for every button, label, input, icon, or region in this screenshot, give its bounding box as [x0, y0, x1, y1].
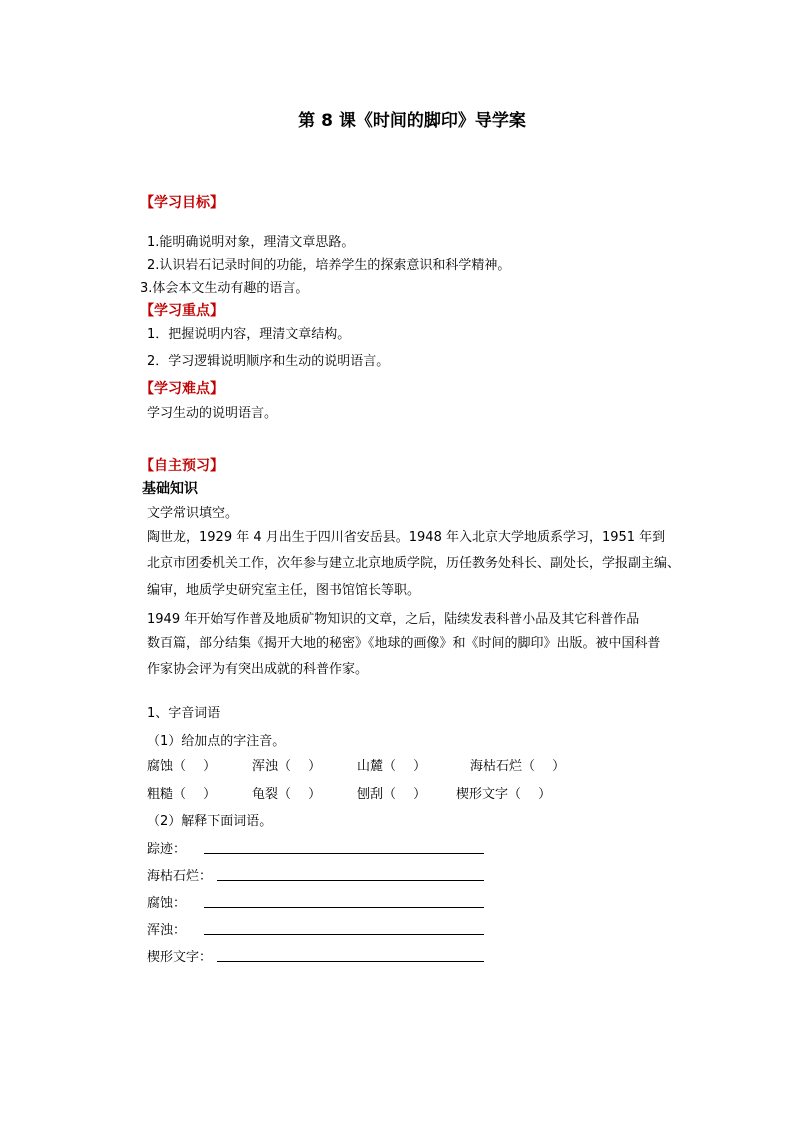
preview-subheading: 基础知识: [142, 481, 198, 497]
pinyin-item-fushi: 腐蚀（ ）: [147, 759, 217, 774]
key-point-item-1: 1．把握说明内容，理清文章结构。: [147, 327, 351, 342]
answer-line-haikushilan[interactable]: [217, 880, 484, 881]
pinyin-item-xiexingwenzi: 楔形文字（ ）: [456, 787, 552, 802]
exercise-heading: 1、字音词语: [147, 706, 221, 721]
bio-line-3: 编审，地质学史研究室主任，图书馆馆长等职。: [147, 583, 421, 598]
page-title: 第 8 课《时间的脚印》导学案: [298, 111, 526, 131]
difficulty-item-1: 学习生动的说明语言。: [147, 406, 278, 421]
answer-line-hunzhuo[interactable]: [204, 934, 484, 935]
pinyin-item-shanlu: 山麓（ ）: [357, 759, 427, 774]
bio-line-2: 北京市团委机关工作，次年参与建立北京地质学院，历任教务处科长、副处长，学报副主编、: [147, 556, 681, 571]
key-point-item-2: 2．学习逻辑说明顺序和生动的说明语言。: [147, 354, 390, 369]
term-haikushilan: 海枯石烂：: [147, 869, 213, 884]
pinyin-item-cucao: 粗糙（ ）: [147, 787, 217, 802]
works-line-2: 数百篇，部分结集《揭开大地的秘密》《地球的画像》和《时间的脚印》出版。被中国科普: [147, 636, 661, 651]
exercise-part2-label: （2）解释下面词语。: [147, 814, 273, 829]
works-line-1: 1949 年开始写作普及地质矿物知识的文章，之后，陆续发表科普小品及其它科普作品: [147, 612, 640, 627]
pinyin-item-paogua: 刨刮（ ）: [357, 787, 427, 802]
answer-line-zongji[interactable]: [204, 853, 484, 854]
goal-item-2: 2.认识岩石记录时间的功能，培养学生的探索意识和科学精神。: [147, 258, 511, 273]
bio-line-1: 陶世龙，1929 年 4 月出生于四川省安岳县。1948 年入北京大学地质系学习，1951 年到: [147, 530, 666, 545]
goal-item-1: 1.能明确说明对象，理清文章思路。: [147, 235, 355, 250]
literary-label: 文学常识填空。: [147, 506, 239, 521]
term-xiexingwenzi: 楔形文字：: [147, 950, 213, 965]
exercise-part1-label: （1）给加点的字注音。: [147, 734, 286, 749]
goal-item-3: 3.体会本文生动有趣的语言。: [140, 281, 309, 296]
difficulties-heading: 【学习难点】: [140, 381, 224, 397]
goals-heading: 【学习目标】: [140, 195, 224, 211]
preview-heading: 【自主预习】: [140, 458, 224, 474]
term-hunzhuo: 浑浊：: [147, 923, 187, 938]
term-fushi: 腐蚀：: [147, 896, 187, 911]
term-zongji: 踪迹：: [147, 842, 187, 857]
answer-line-xiexingwenzi[interactable]: [217, 961, 484, 962]
works-line-3: 作家协会评为有突出成就的科普作家。: [147, 662, 369, 677]
answer-line-fushi[interactable]: [204, 907, 484, 908]
pinyin-item-junlie: 龟裂（ ）: [252, 787, 322, 802]
pinyin-item-haikushilan: 海枯石烂（ ）: [470, 759, 566, 774]
key-points-heading: 【学习重点】: [140, 303, 224, 319]
pinyin-item-hunzhuo: 浑浊（ ）: [252, 759, 322, 774]
